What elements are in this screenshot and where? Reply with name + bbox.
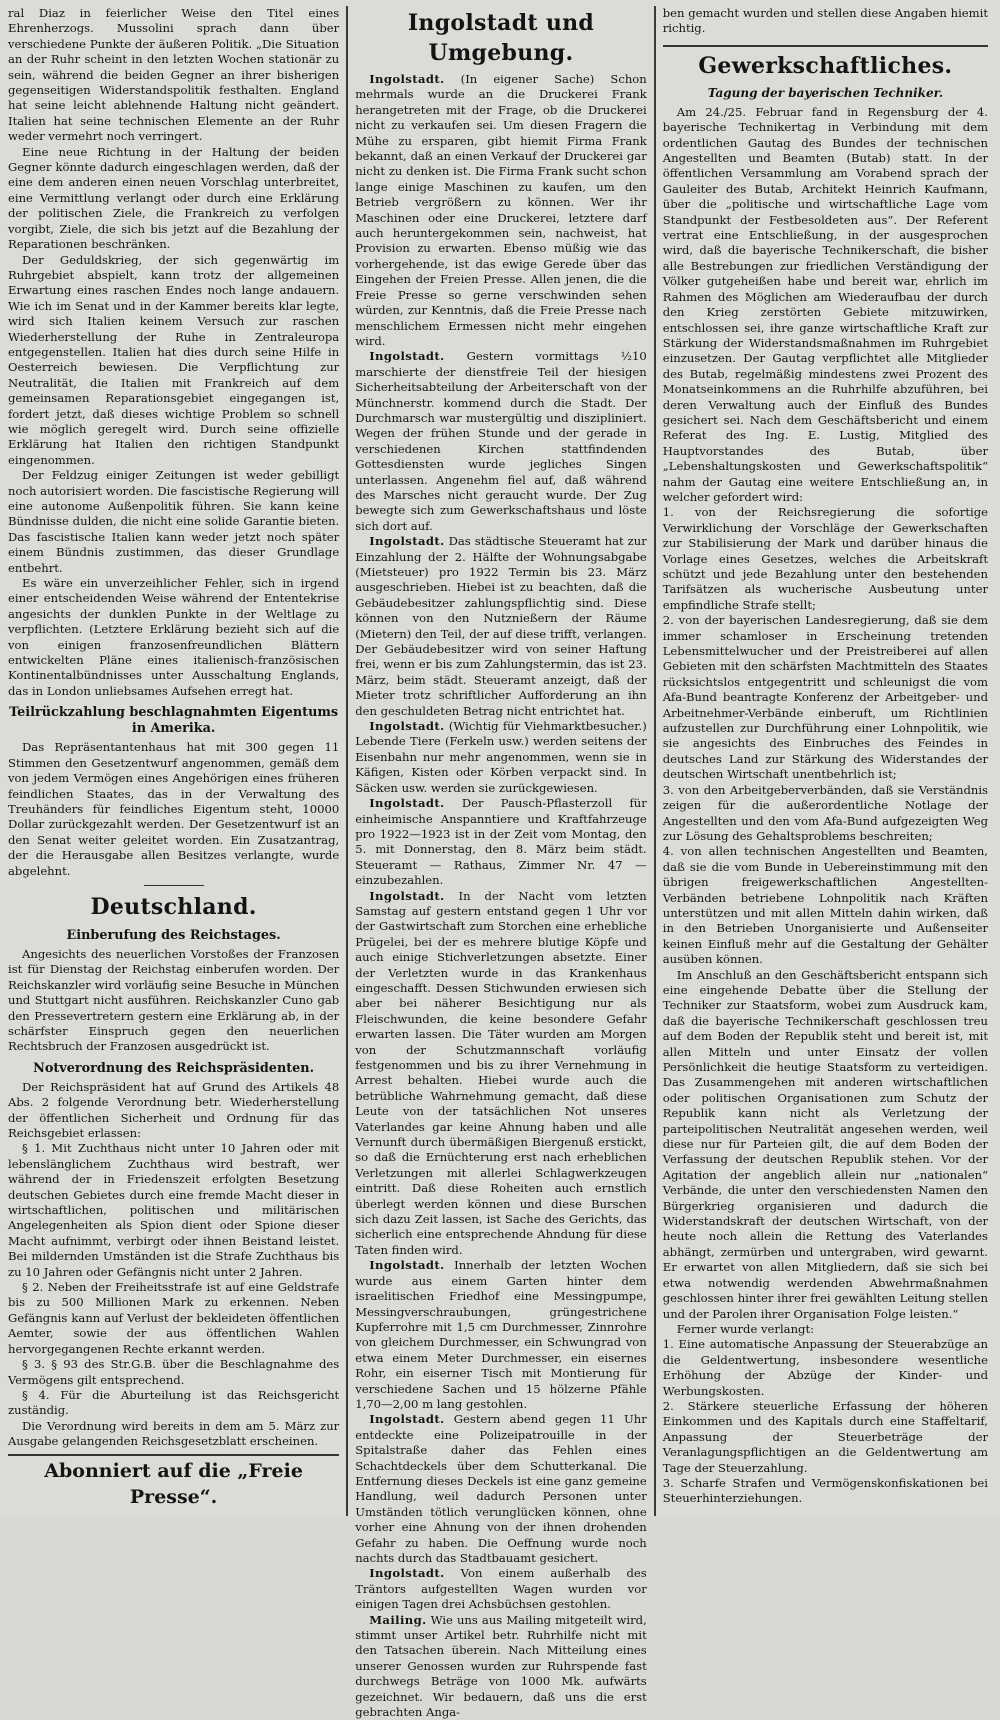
news-text: Wie uns aus Mailing mitgeteilt wird, stimmt unser Artikel betr. Ruhrhilfe nicht mit den Tatsachen überein. Nach Mitteilung eines unserer Genossen wurden zur Ruhrspende fast durchwegs Beträge von 1000 Mk. aufwärts gezeichnet. Wir bedauern, daß uns die erst gebrachten Anga- [355, 1612, 647, 1720]
column-rule [346, 6, 348, 1516]
paragraph: § 2. Neben der Freiheitsstrafe ist auf eine Geldstrafe bis zu 500 Millionen Mark zu erkennen. Neben Gefängnis kann auf Verlust der bekleideten öffentlichen Aemter, sowie der aus öffentlichen Wahlen hervorgegangenen Rechte erkannt werden. [8, 1280, 340, 1356]
dateline: Ingolstadt. [369, 534, 445, 549]
column-3 [657, 6, 994, 1516]
list-item: 1. Eine automatische Anpassung der Steuerabzüge an die Geldentwertung, insbesondere wesentliche Erhöhung der Abzüge der Kinder- und Werbungskosten. [662, 1337, 988, 1398]
subscription-banner: Abonniert auf die „Freie Presse“. [8, 1454, 339, 1510]
list-item: 2. von der bayerischen Landesregierung, daß sie dem immer schamloser in Erscheinung tretenden Lebensmittelwucher und der Preistreiberei auf allen Gebieten mit den schärfsten Machtmitteln des Staates rücksichtslos entgegentritt und schleunigst die vom Afa-Bund beantragte Konferenz der Arbeitgeber- und Arbeitnehmer-Verbände einberuft, um Richtlinien aufzustellen zur Durchführung einer Lohnpolitik, wie sie angesichts des Einbruches des Feindes in deutsches Land zur Stärkung des Widerstandes der deutschen Wirtschaft unentbehrlich ist; [662, 613, 988, 782]
news-item [355, 534, 647, 719]
paragraph: Eine neue Richtung in der Haltung der beiden Gegner könnte dadurch eingeschlagen werden, daß der eine dem anderen einen neuen Vorschlag unterbreitet, eine Vermittlung verlangt oder durch eine Erklärung der politischen Ziele, die Frankreich zu verfolgen vorgibt, Ziele, die sich bis jetzt auf die Bezahlung der Reparationen beschränken. [8, 144, 340, 252]
paragraph: Am 24./25. Februar fand in Regensburg der 4. bayerische Technikertag in Verbindung mit dem ordentlichen Gautag des Bundes der technischen Angestellten und Beamten (Butab) statt. In der öffentlichen Versammlung am Vorabend sprach der Gauleiter des Butab, Architekt Heinrich Kaufmann, über die „politische und wirtschaftliche Lage vom Standpunkt der Festbesoldeten aus“. Der Referent vertrat eine Entschließung, in der ausgesprochen wird, daß die bayerische Technikerschaft, die bisher alle Bestrebungen zur friedlichen Verständigung der Völker gutgeheißen habe und bereit war, ehrlich im Rahmen des Möglichen am Wiederaufbau der durch den Krieg zerstörten Gebiete mitzuwirken, entschlossen sei, ihre ganze wirtschaftliche Kraft zur Stärkung der Widerstandsmaßnahmen im Ruhrgebiet einzusetzen. Der Gautag verpflichtet alle Mitglieder des Butab, regelmäßig mindestens zwei Prozent des Monatseinkommens an die Ruhrhilfe abzuführen, bei deren Verwaltung auch der Einfluß des Bundes gesichert sei. Nach dem Geschäftsbericht und einem Referat des Ing. E. Lustig, Mitglied des Hauptvorstandes des Butab, über „Lebenshaltungskosten und Gewerkschaftspolitik“ nahm der Gautag eine weitere Entschließung an, in welcher gefordert wird: [662, 104, 988, 504]
news-text: (Wichtig für Viehmarktbesucher.) Lebende Tiere (Ferkeln usw.) werden seitens der Eisenbahn nur mehr angenommen, wenn sie in Käfigen, Kisten oder Körben verpackt sind. In Säcken usw. werden sie zurückgewiesen. [355, 719, 647, 795]
dateline: Ingolstadt. [369, 1412, 445, 1427]
dateline: Ingolstadt. [369, 796, 445, 811]
list-item: 3. Scharfe Strafen und Vermögenskonfiskationen bei Steuerhinterziehungen. [662, 1475, 988, 1506]
news-item [355, 719, 647, 796]
dateline: Mailing. [369, 1612, 427, 1627]
news-text: Der Pausch-Pflasterzoll für einheimische Anspanntiere und Kraftfahrzeuge pro 1922—1923 ist in der Zeit vom Montag, den 5. mit Donnerstag, den 8. März beim städt. Steueramt — Rathaus, Zimmer Nr. 47 — einzubezahlen. [355, 796, 647, 888]
list-item: 1. von der Reichsregierung die sofortige Verwirklichung der Vorschläge der Gewerkschaften zur Stabilisierung der Mark und darüber hinaus die Vorlage eines Gesetzes, welches die Arbeitskraft schützt und jede Bezahlung unter den bestehenden Tarifsätzen als wucherische Ausbeutung unter empfindliche Strafe stellt; [662, 505, 988, 612]
news-text: Das städtische Steueramt hat zur Einzahlung der 2. Hälfte der Wohnungsabgabe (Mietsteuer) pro 1922 Termin bis 23. März ausgeschrieben. Hiebei ist zu beachten, daß die Gebäudebesitzer zahlungspflichtig sind. Diese können von den Nutznießern der Räume (Mietern) den Teil, der auf diese trifft, verlangen. Der Gebäudebesitzer wird von seiner Haftung frei, wenn er bis zum Zahlungstermin, das ist 23. März, beim städt. Steueramt anzeigt, daß der Mieter trotz schriftlicher Aufforderung an ihn den geschuldeten Betrag nicht entrichtet hat. [355, 534, 647, 718]
news-text: Gestern vormittags ½10 marschierte der dienstfreie Teil der hiesigen Sicherheitsabteilung der Arbeiterschaft von der Münchnerstr. kommend durch die Stadt. Der Durchmarsch war mustergültig und diszipliniert. Wegen der frühen Stunde und der gerade in verschiedenen Kirchen stattfindenden Gottesdiensten wurde jegliches Singen unterlassen. Angenehm fiel auf, daß während des Marsches nicht geraucht wurde. Der Zug bewegte sich zum Gewerkschaftshaus und löste sich dort auf. [355, 349, 647, 533]
paragraph: § 1. Mit Zuchthaus nicht unter 10 Jahren oder mit lebenslänglichem Zuchthaus wird bestraft, wer während der in Friedenszeit erfolgten Besetzung deutschen Gebietes durch eine fremde Macht dieser in wirtschaftlichen, politischen und militärischen Angelegenheiten als Spion dient oder Spione dieser Macht aufnimmt, verbirgt oder ihnen Beistand leistet. Bei mildernden Umständen ist die Strafe Zuchthaus bis zu 10 Jahren oder Gefängnis nicht unter 2 Jahren. [8, 1141, 340, 1279]
news-item [355, 1613, 647, 1720]
paragraph: § 4. Für die Aburteilung ist das Reichsgericht zuständig. [8, 1387, 340, 1418]
demands-list [663, 505, 988, 967]
separator [663, 45, 988, 47]
separator [144, 885, 204, 886]
paragraph: Der Feldzug einiger Zeitungen ist weder gebilligt noch autorisiert worden. Die fascistische Regierung will eine autonome Außenpolitik führen. Sie kann keine Bündnisse dulden, die nicht eine solide Garantie bieten. Das fascistische Italien kann weder jetzt noch später einem Bündnis zustimmen, das dieser Grundlage entbehrt. [8, 468, 340, 575]
dateline: Ingolstadt. [369, 349, 445, 364]
paragraph: Im Anschluß an den Geschäftsbericht entspann sich eine eingehende Debatte über die Stellung der Techniker zur Staatsform, wobei zum Ausdruck kam, daß die bayerische Technikerschaft geschlossen treu auf dem Boden der Republik steht und bereit ist, mit allen Mitteln und unter Einsatz der vollen Persönlichkeit die heutige Staatsform zu verteidigen. Das Zusammengehen mit anderen wirtschaftlichen oder politischen Organisationen zum Schutz der Republik kann nicht als Verletzung der parteipolitischen Neutralität angesehen werden, weil diese nur für Parteien gilt, die auf dem Boden der Verfassung der deutschen Republik stehen. Vor der Agitation der angeblich allein nur „nationalen“ Verbände, die unter den verschiedensten Namen den Bürgerkrieg organisieren und dadurch die Widerstandskraft der deutschen Wirtschaft, von der heute noch allein die Rettung des Vaterlandes abhängt, zermürben und untergraben, wird gewarnt. Er erwartet von allen Mitgliedern, daß sie sich bei etwa notwendig werdenden Abwehrmaßnahmen geschlossen hinter ihrer frei gewählten Leitung stellen und der Parolen ihrer Organisation Folge leisten.“ [662, 967, 988, 1321]
article-heading: Einberufung des Reichstages. [66, 927, 281, 943]
dateline: Ingolstadt. [369, 1258, 445, 1273]
paragraph: Es wäre ein unverzeihlicher Fehler, sich in irgend einer entscheidenden Weise während der Ententekrise angesichts der dunklen Punkte in der Weltlage zu verpflichten. (Letztere Erklärung bezieht sich auf die von einigen franzosenfreundlichen Blättern entwickelten Pläne eines italienisch-französischen Kontinentalbündnisses unter Ausschaltung Englands, das in London unliebsames Aufsehen erregt hat. [8, 576, 340, 698]
section-heading: Ingolstadt und Umgebung. [407, 10, 595, 66]
column-2 [349, 6, 653, 1720]
news-text: Gestern abend gegen 11 Uhr entdeckte eine Polizeipatrouille in der Spitalstraße daher das Fehlen eines Schachtdeckels über dem Schutterkanal. Die Entfernung dieses Deckels ist eine ganz gemeine Handlung, weil dadurch Personen unter Umständen tötlich verunglücken können, ohne vorher eine Ahnung von der ihnen drohenden Gefahr zu haben. Die Oeffnung wurde noch nachts durch das Stadtbauamt gesichert. [355, 1412, 647, 1565]
column-1 [6, 6, 345, 1516]
paragraph: Der Reichspräsident hat auf Grund des Artikels 48 Abs. 2 folgende Verordnung betr. Wiederherstellung der öffentlichen Sicherheit und Ordnung für das Reichsgebiet erlassen: [8, 1079, 340, 1140]
article-heading: Tagung der bayerischen Techniker. [707, 85, 944, 100]
paragraph: Ferner wurde verlangt: [676, 1321, 815, 1336]
news-item [355, 72, 647, 349]
dateline: Ingolstadt. [369, 1566, 445, 1581]
dateline: Ingolstadt. [369, 888, 445, 903]
paragraph: Angesichts des neuerlichen Vorstoßes der Franzosen ist für Dienstag der Reichstag einberufen worden. Der Reichskanzler wird vorläufig seine Besuche in München und Stuttgart nicht ausführen. Reichskanzler Cuno gab den Pressevertretern gestern eine Erklärung ab, in der schärfster Einspruch gegen den neuerlichen Rechtsbruch der Franzosen ausgedrückt ist. [8, 946, 340, 1054]
news-item [355, 889, 647, 1259]
news-text: In der Nacht vom letzten Samstag auf gestern entstand gegen 1 Uhr vor der Gastwirtschaft zum Storchen eine erhebliche Prügelei, bei der es mehrere blutige Köpfe und auch einige Stichverletzungen absetzte. Einer der Verletzten wurde in das Krankenhaus eingeschafft. Dessen Stichwunden erwiesen sich aber bei näherer Besichtigung nur als Fleischwunden, die keine besondere Gefahr erwarten lassen. Die Täter wurden am Morgen von der Schutzmannschaft vorläufig festgenommen und bis zu ihrer Vernehmung in Arrest behalten. Hiebei wurde auch die betrübliche Wahrnehmung gemacht, daß diese Leute von der tatsächlichen Not unseres Vaterlandes gar keine Ahnung haben und alle Vernunft durch übermäßigen Biergenuß erstickt, so daß die Ernüchterung erst nach erheblichen Verletzungen mit allerlei Schlagwerkzeugen eintritt. Daß diese Roheiten auch ernstlich überlegt werden können und diese Burschen sich dazu Zeit lassen, ist Sache des Gerichts, das sicherlich eine entsprechende Ahndung für diese Taten finden wird. [355, 888, 647, 1257]
paragraph: ben gemacht wurden und stellen diese Angaben hiemit richtig. [662, 6, 988, 36]
news-text: Von einem außerhalb des Träntors aufgestellten Wagen wurden vor einigen Tagen drei Achsbüchsen gestohlen. [355, 1566, 647, 1612]
section-heading: Deutschland. [90, 893, 257, 920]
news-item [355, 1566, 647, 1612]
list-item: 3. von den Arbeitgeberverbänden, daß sie Verständnis zeigen für die außerordentliche Notlage der Angestellten und den vom Afa-Bund aufgezeigten Weg zur Lösung des Gehaltsproblems beschreiten; [662, 782, 988, 843]
article-heading: Teilrückzahlung beschlagnahmten Eigentums in Amerika. [9, 705, 339, 737]
news-item [355, 1258, 647, 1412]
news-item [355, 1412, 647, 1566]
column-rule [654, 6, 656, 1516]
news-text: Innerhalb der letzten Wochen wurde aus einem Garten hinter dem israelitischen Friedhof eine Messingpumpe, Messingverschraubungen, grüngestrichene Kupferrohre mit 1,5 cm Durchmesser, Zinnrohre von gleichem Durchmesser, ein Schwungrad von etwa einem Meter Durchmesser, ein eisernes Rohr, ein eiserner Tisch mit Montierung für verschiedene Sachen und 15 hölzerne Pfähle 1,70—2,00 m lang gestohlen. [355, 1258, 647, 1411]
list-item: 4. von allen technischen Angestellten und Beamten, daß sie die vom Bunde in Uebereinstimmung mit den übrigen freigewerkschaftlichen Angestellten-Verbänden betriebene Lohnpolitik nach Kräften unterstützen und mit allen Mitteln dahin wirken, daß in den Betrieben Unorganisierte und Außenseiter keinen Einfluß mehr auf die Gestaltung der Gehälter ausüben können. [662, 844, 988, 967]
paragraph: Das Repräsentantenhaus hat mit 300 gegen 11 Stimmen den Gesetzentwurf angenommen, gemäß dem von jedem Vermögen eines Angehörigen eines früheren feindlichen Staates, das in der Verwaltung des Treuhänders für feindliches Eigentum steht, 10000 Dollar zurückgezahlt werden. Der Gesetzentwurf ist an den Senat weiter geleitet worden. Ein Zusatzantrag, der die Herausgabe allen Besitzes verlangte, wurde abgelehnt. [8, 740, 340, 878]
paragraph: Der Geduldskrieg, der sich gegenwärtig im Ruhrgebiet abspielt, kann trotz der allgemeinen Erwartung eines raschen Endes noch lange andauern. Wie ich im Senat und in der Kammer bereits klar legte, wird sich Italien keinem Versuch zur raschen Wiederherstellung der Ruhe in Zentraleuropa entgegenstellen. Italien hat dies durch seine Hilfe in Oesterreich bewiesen. Die Verpflichtung zur Neutralität, die Italien mit Frankreich auf dem gemeinsamen Reparationsgebiet eingegangen ist, fordert jetzt, daß dieses wichtige Problem so schnell wie möglich geregelt wird. Durch seine offizielle Erklärung hat Italien den richtigen Standpunkt eingenommen. [8, 252, 340, 467]
demands-list-2 [663, 1337, 988, 1506]
news-text: (In eigener Sache) Schon mehrmals wurde an die Druckerei Frank herangetreten mit der Frage, ob die Druckerei nicht zu verkaufen sei. Um diesen Fragern die Mühe zu ersparen, gibt hiemit Firma Frank bekannt, daß an einen Verkauf der Druckerei gar nicht zu denken ist. Die Firma Frank sucht schon lange einige Maschinen zu kaufen, um den Betrieb vergrößern zu können. Wer ihr Maschinen oder eine Druckerei, letztere darf auch heruntergekommen sein, nachweist, hat Provision zu erwarten. Ebenso müßig wie das vorhergehende, ist das ewige Gerede über das Eingehen der Freien Presse. Allen jenen, die die Freie Presse so gerne verschwinden sehen würden, zur Kenntnis, daß die Freie Presse nach menschlichem Ermessen nicht mehr eingehen wird. [355, 72, 647, 348]
paragraph: Die Verordnung wird bereits in dem am 5. März zur Ausgabe gelangenden Reichsgesetzblatt erscheinen. [8, 1418, 340, 1449]
paragraph: ral Diaz in feierlicher Weise den Titel eines Ehrenherzogs. Mussolini sprach dann über verschiedene Punkte der äußeren Politik. „Die Situation an der Ruhr scheint in den letzten Wochen stationär zu sein, während die beiden Gegner an ihrer bisherigen gegenseitigen Widerstandspolitik festhalten. England hat seine leicht ablehnende Haltung nicht geändert. Italien hat seine technischen Elemente an der Ruhr weder vermehrt noch verringert. [8, 6, 340, 144]
dateline: Ingolstadt. [369, 72, 445, 86]
local-news-list [355, 72, 647, 1720]
section-heading: Gewerkschaftliches. [698, 52, 953, 79]
paragraph: § 3. § 93 des Str.G.B. über die Beschlagnahme des Vermögens gilt entsprechend. [8, 1357, 340, 1387]
news-item [355, 796, 647, 888]
dateline: Ingolstadt. [369, 719, 445, 734]
list-item: 2. Stärkere steuerliche Erfassung der höheren Einkommen und des Kapitals durch eine Staffeltarif, Anpassung der Steuerbeträge der Veranlagungspflichtigen an die Geldentwertung am Tage der Steuerzahlung. [662, 1398, 988, 1475]
columns [6, 6, 994, 1720]
article-heading: Notverordnung des Reichspräsidenten. [33, 1060, 315, 1076]
news-item [355, 349, 647, 534]
